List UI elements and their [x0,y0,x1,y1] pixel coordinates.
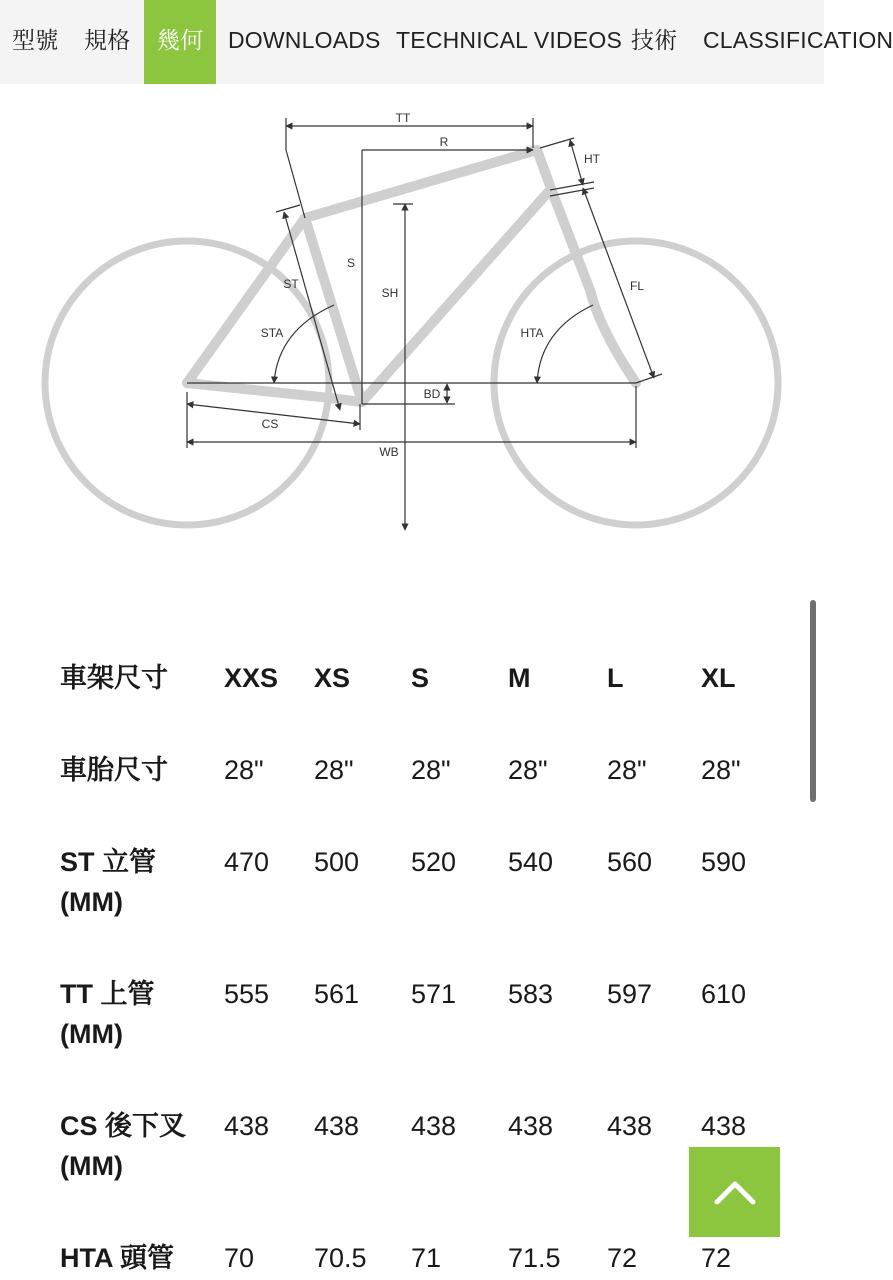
row-label-head-tube-angle: HTA 頭管 [60,1243,174,1273]
tab-classification[interactable]: CLASSIFICATION [703,27,893,53]
size-header: L [607,663,624,693]
table-cell: 438 [411,1111,457,1141]
label-tt: TT [395,111,411,125]
size-header: S [411,663,430,693]
table-cell: 555 [224,979,270,1009]
table-cell: 28" [314,755,354,785]
label-cs: CS [261,417,279,431]
tab-specs[interactable]: 規格 [84,27,131,53]
table-cell: 571 [411,979,457,1009]
table-cell: 561 [314,979,360,1009]
table-cell: 540 [508,847,554,877]
size-header: XL [701,663,736,693]
table-cell: 590 [701,847,747,877]
table-cell: 28" [224,755,264,785]
table-header-label: 車架尺寸 [60,663,168,693]
row-label-seat-tube: ST 立管 (MM) [60,847,157,917]
tab-downloads[interactable]: DOWNLOADS [228,27,381,53]
table-cell: 28" [607,755,647,785]
row-label-tire-size: 車胎尺寸 [60,755,168,785]
table-cell: 28" [508,755,548,785]
label-sh: SH [381,286,399,300]
table-cell: 438 [224,1111,270,1141]
table-cell: 70.5 [314,1243,367,1273]
scroll-to-top-button[interactable] [689,1147,780,1237]
size-header: XXS [224,663,279,693]
label-r: R [439,135,449,149]
bike-frame [187,150,636,402]
table-cell: 470 [224,847,270,877]
table-cell: 583 [508,979,554,1009]
row-label-top-tube: TT 上管 (MM) [60,979,155,1049]
table-cell: 71 [411,1243,442,1273]
table-cell: 520 [411,847,457,877]
table-cell: 560 [607,847,653,877]
tab-technical-videos[interactable]: TECHNICAL VIDEOS [396,27,623,53]
row-label-chainstay: CS 後下叉 (MM) [60,1111,187,1181]
scrollbar-thumb[interactable] [810,600,816,802]
table-cell: 438 [701,1111,747,1141]
table-cell: 597 [607,979,653,1009]
size-header: M [508,663,531,693]
tab-geometry[interactable]: 幾何 [144,0,216,84]
label-s: S [346,256,356,270]
table-cell: 438 [314,1111,360,1141]
label-st: ST [283,277,299,291]
table-cell: 438 [508,1111,554,1141]
tab-model[interactable]: 型號 [12,27,59,53]
label-sta: STA [260,326,284,340]
table-cell: 28" [701,755,741,785]
label-wb: WB [379,445,399,459]
label-ht: HT [584,152,600,166]
table-cell: 72 [701,1243,732,1273]
size-header: XS [314,663,351,693]
label-bd: BD [423,387,441,401]
geometry-diagram [0,84,824,544]
tab-technology[interactable]: 技術 [631,27,678,53]
table-cell: 71.5 [508,1243,561,1273]
label-fl: FL [629,279,645,293]
table-cell: 610 [701,979,747,1009]
table-cell: 438 [607,1111,653,1141]
table-cell: 72 [607,1243,638,1273]
label-hta: HTA [520,326,544,340]
chevron-up-icon [713,1178,757,1206]
tab-bar [0,0,893,84]
table-cell: 70 [224,1243,255,1273]
table-cell: 500 [314,847,360,877]
table-cell: 28" [411,755,451,785]
